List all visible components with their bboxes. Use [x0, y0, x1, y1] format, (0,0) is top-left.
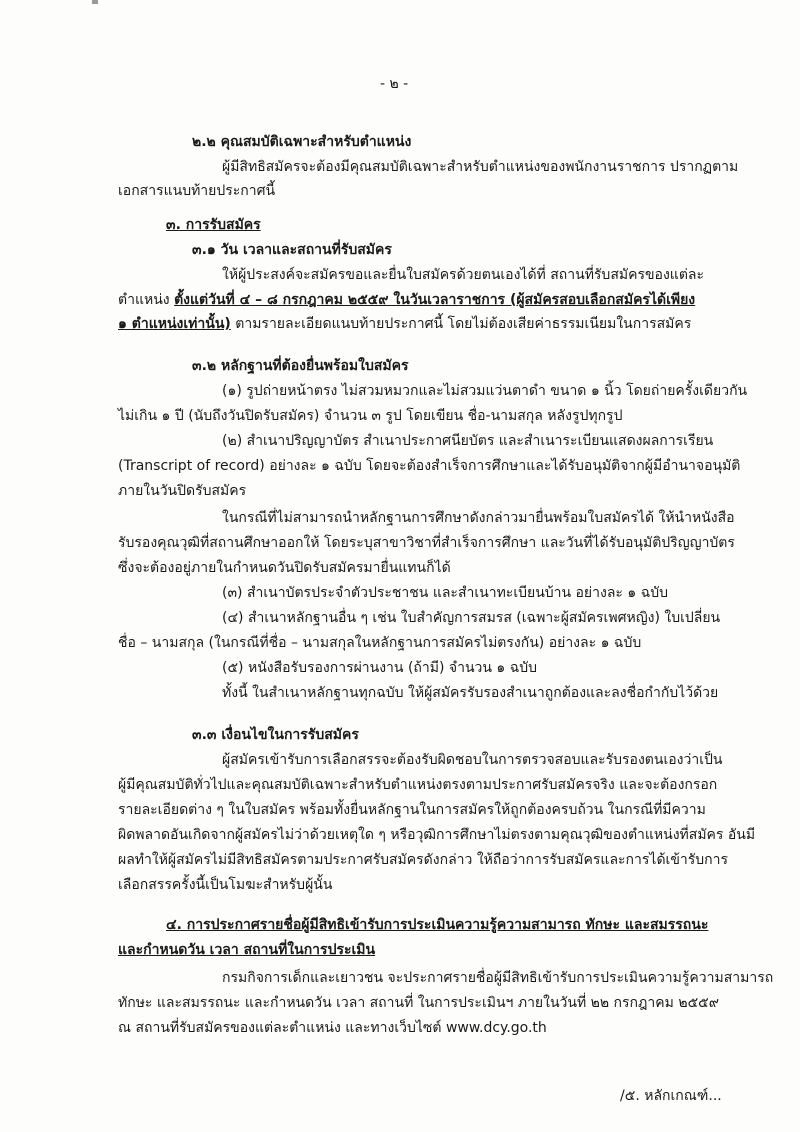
section-3-2-heading: ๓.๒ หลักฐานที่ต้องยื่นพร้อมใบสมัคร — [192, 358, 409, 374]
paragraph-line: ณ สถานที่รับสมัครของแต่ละตำแหน่ง และทางเว็บไซต์ www.dcy.go.th — [118, 1020, 547, 1036]
emphasized-note: ๑ ตำแหน่งเท่านั้น) — [118, 316, 231, 332]
section-4-heading-cont: และกำหนดวัน เวลา สถานที่ในการประเมิน — [118, 942, 376, 958]
page-number: - ๒ - — [380, 76, 409, 92]
paragraph-line: (๕) หนังสือรับรองการผ่านงาน (ถ้ามี) จำนวน ๑ ฉบับ — [222, 660, 538, 676]
paragraph-line: (๔) สำเนาหลักฐานอื่น ๆ เช่น ใบสำคัญการสมรส (เฉพาะผู้สมัครเพศหญิง) ใบเปลี่ยน — [222, 610, 721, 626]
paragraph-line: ซึ่งจะต้องอยู่ภายในกำหนดวันปิดรับสมัครมายื่นแทนก็ได้ — [118, 560, 451, 576]
paragraph-line: ภายในวันปิดรับสมัคร — [118, 483, 247, 499]
paragraph-line: ผิดพลาดอันเกิดจากผู้สมัครไม่ว่าด้วยเหตุใด ๆ หรือวุฒิการศึกษาไม่ตรงตามคุณวุฒิของตำแหน่งที่สมัคร อันมี — [118, 827, 756, 843]
section-4-heading: ๔. การประกาศรายชื่อผู้มีสิทธิเข้ารับการประเมินความรู้ความสามารถ ทักษะ และสมรรถนะ — [166, 917, 709, 933]
paragraph-line — [118, 290, 695, 311]
section-3-3-heading: ๓.๓ เงื่อนไขในการรับสมัคร — [192, 727, 359, 743]
paragraph-line: (๓) สำเนาบัตรประจำตัวประชาชน และสำเนาทะเบียนบ้าน อย่างละ ๑ ฉบับ — [222, 585, 669, 601]
paragraph-line: ผู้มีคุณสมบัติทั่วไปและคุณสมบัติเฉพาะสำหรับตำแหน่งตรงตามประกาศรับสมัครจริง และจะต้องกรอก — [118, 777, 718, 793]
paragraph-line: ผลทำให้ผู้สมัครไม่มีสิทธิสมัครตามประกาศรับสมัครดังกล่าว ให้ถือว่าการรับสมัครและการได้เข้ารับการ — [118, 852, 729, 868]
paragraph-line: ในกรณีที่ไม่สามารถนำหลักฐานการศึกษาดังกล่าวมายื่นพร้อมใบสมัครได้ ให้นำหนังสือ — [222, 510, 735, 526]
paragraph-line: ชื่อ – นามสกุล (ในกรณีที่ชื่อ – นามสกุลในหลักฐานการสมัครไม่ตรงกัน) อย่างละ ๑ ฉบับ — [118, 635, 642, 651]
paragraph-line: (๒) สำเนาปริญญาบัตร สำเนาประกาศนียบัตร และสำเนาระเบียนแสดงผลการเรียน — [222, 433, 714, 449]
paragraph-line: กรมกิจการเด็กและเยาวชน จะประกาศรายชื่อผู้มีสิทธิเข้ารับการประเมินความรู้ความสามารถ — [222, 970, 774, 986]
paragraph-line: รายละเอียดต่าง ๆ ในใบสมัคร พร้อมทั้งยื่นหลักฐานในการสมัครให้ถูกต้องครบถ้วน ในกรณีที่มีความ — [118, 802, 706, 818]
paragraph-line: ผู้สมัครเข้ารับการเลือกสรรจะต้องรับผิดชอบในการตรวจสอบและรับรองตนเองว่าเป็น — [222, 752, 723, 768]
continuation-footer: /๕. หลักเกณฑ์... — [620, 1088, 722, 1104]
paragraph-line: ให้ผู้ประสงค์จะสมัครขอและยื่นใบสมัครด้วยตนเองได้ที่ สถานที่รับสมัครของแต่ละ — [222, 267, 705, 283]
section-3-1-heading: ๓.๑ วัน เวลาและสถานที่รับสมัคร — [192, 242, 392, 258]
paragraph-line: (๑) รูปถ่ายหน้าตรง ไม่สวมหมวกและไม่สวมแว่นตาดำ ขนาด ๑ นิ้ว โดยถ่ายครั้งเดียวกัน — [222, 383, 748, 399]
emphasized-date: ตั้งแต่วันที่ ๔ – ๘ กรกฎาคม ๒๕๕๙ ในวันเวลาราชการ (ผู้สมัครสอบเลือกสมัครได้เพียง — [174, 292, 696, 308]
paragraph-line: รับรองคุณวุฒิที่สถานศึกษาออกให้ โดยระบุสาขาวิชาที่สำเร็จการศึกษา และวันที่ได้รับอนุมัติปริญญาบัตร — [118, 535, 735, 551]
text-span: ตำแหน่ง — [118, 292, 175, 308]
section-2-2-heading: ๒.๒ คุณสมบัติเฉพาะสำหรับตำแหน่ง — [192, 134, 412, 150]
text-span: ตามรายละเอียดแนบท้ายประกาศนี้ โดยไม่ต้องเสียค่าธรรมเนียมในการสมัคร — [230, 316, 692, 332]
paragraph-line: ผู้มีสิทธิสมัครจะต้องมีคุณสมบัติเฉพาะสำหรับตำแหน่งของพนักงานราชการ ปรากฏตาม — [222, 159, 739, 175]
paragraph-line: (Transcript of record) อย่างละ ๑ ฉบับ โดยจะต้องสำเร็จการศึกษาและได้รับอนุมัติจากผู้มีอำนาจอนุมัติ — [118, 458, 741, 474]
section-3-heading: ๓. การรับสมัคร — [166, 217, 261, 233]
paragraph-line: ไม่เกิน ๑ ปี (นับถึงวันปิดรับสมัคร) จำนวน ๓ รูป โดยเขียน ชื่อ-นามสกุล หลังรูปทุกรูป — [118, 408, 623, 424]
scan-speck — [92, 0, 98, 4]
paragraph-line — [118, 314, 691, 335]
paragraph-line: เอกสารแนบท้ายประกาศนี้ — [118, 183, 276, 199]
paragraph-line: ทั้งนี้ ในสำเนาหลักฐานทุกฉบับ ให้ผู้สมัครรับรองสำเนาถูกต้องและลงชื่อกำกับไว้ด้วย — [222, 685, 719, 701]
paragraph-line: เลือกสรรครั้งนี้เป็นโมฆะสำหรับผู้นั้น — [118, 877, 333, 893]
paragraph-line: ทักษะ และสมรรถนะ และกำหนดวัน เวลา สถานที่ ในการประเมินฯ ภายในวันที่ ๒๒ กรกฎาคม ๒๕๕๙ — [118, 995, 720, 1011]
